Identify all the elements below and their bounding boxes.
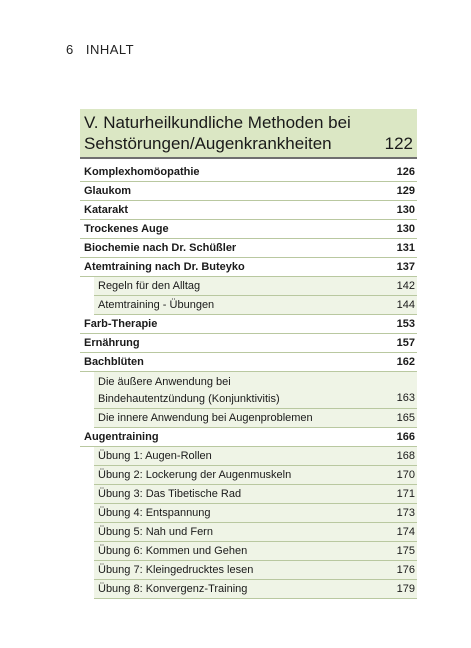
toc-entry-label: Die äußere Anwendung bei Bindehautentzündung (Konjunktivitis) [98,376,280,405]
toc-entry-page: 129 [396,185,415,197]
toc-entry [94,409,417,428]
toc-entry-label: Katarakt [84,204,129,216]
toc-entry-page: 157 [396,337,415,349]
toc-entry [94,296,417,315]
chapter-heading [80,109,417,159]
section-title: INHALT [85,42,135,57]
toc-entry [80,182,417,201]
toc-entry [80,315,417,334]
chapter-page: 122 [384,134,413,153]
toc-entry-label: Augentraining [84,431,159,443]
toc-entry [94,485,417,504]
toc-entry [80,163,417,182]
toc-entry-label: Übung 1: Augen-Rollen [98,450,212,462]
toc-entry [80,239,417,258]
toc-entry-page: 137 [396,261,415,273]
toc-entry-label: Komplexhomöopathie [84,166,200,178]
toc-entry-label: Übung 8: Konvergenz-Training [98,583,248,595]
toc-entry-label: Atemtraining - Übungen [98,299,215,311]
toc-entry-label: Trockenes Auge [84,223,169,235]
toc-entry-page: 171 [396,488,415,500]
toc-entry-page: 142 [396,280,415,292]
toc-entry [94,372,417,409]
toc-entry-page: 179 [396,583,415,595]
toc-entry-page: 153 [396,318,415,330]
toc-entry [80,201,417,220]
toc-entry-label: Bachblüten [84,356,144,368]
toc-entry-label: Übung 5: Nah und Fern [98,526,213,538]
toc-entry-label: Übung 3: Das Tibetische Rad [98,488,242,500]
toc-entry-label: Übung 7: Kleingedrucktes lesen [98,564,254,576]
toc-entry-label: Übung 4: Entspannung [98,507,211,519]
toc-entry-label: Atemtraining nach Dr. Buteyko [84,261,245,273]
toc-entry-page: 170 [396,469,415,481]
toc-entry [94,542,417,561]
toc-entry-label: Die innere Anwendung bei Augenproblemen [98,412,313,424]
toc-entry-label: Ernährung [84,337,140,349]
toc-entry [80,220,417,239]
toc-entry-page: 144 [396,299,415,311]
toc-entry-page: 130 [396,204,415,216]
toc-entry-label: Übung 6: Kommen und Gehen [98,545,248,557]
toc-entry-page: 173 [396,507,415,519]
toc-entry-label: Biochemie nach Dr. Schüßler [84,242,237,254]
toc-entry [94,447,417,466]
toc-entry [80,258,417,277]
toc-entry-page: 131 [396,242,415,254]
toc-entry-page: 130 [396,223,415,235]
table-of-contents [80,163,417,599]
toc-entry [94,580,417,599]
page-header [66,42,134,57]
toc-entry-page: 163 [396,392,415,404]
toc-entry-label: Regeln für den Alltag [98,280,201,292]
chapter-title: V. Naturheilkundliche Methoden bei Sehstörungen/Augenkrankheiten [84,113,351,153]
toc-entry-page: 174 [396,526,415,538]
toc-entry [94,277,417,296]
toc-entry-page: 165 [396,412,415,424]
toc-entry-page: 126 [396,166,415,178]
toc-entry-label: Übung 2: Lockerung der Augenmuskeln [98,469,292,481]
toc-entry-page: 168 [396,450,415,462]
toc-entry [80,428,417,447]
page-number: 6 [66,42,74,57]
toc-entry-page: 176 [396,564,415,576]
toc-entry [94,504,417,523]
toc-entry [80,334,417,353]
toc-entry-label: Glaukom [84,185,132,197]
toc-entry-page: 166 [396,431,415,443]
toc-entry-page: 175 [396,545,415,557]
toc-entry-page: 162 [396,356,415,368]
toc-entry-label: Farb-Therapie [84,318,158,330]
toc-entry [94,561,417,580]
toc-entry [80,353,417,372]
toc-entry [94,466,417,485]
toc-entry [94,523,417,542]
